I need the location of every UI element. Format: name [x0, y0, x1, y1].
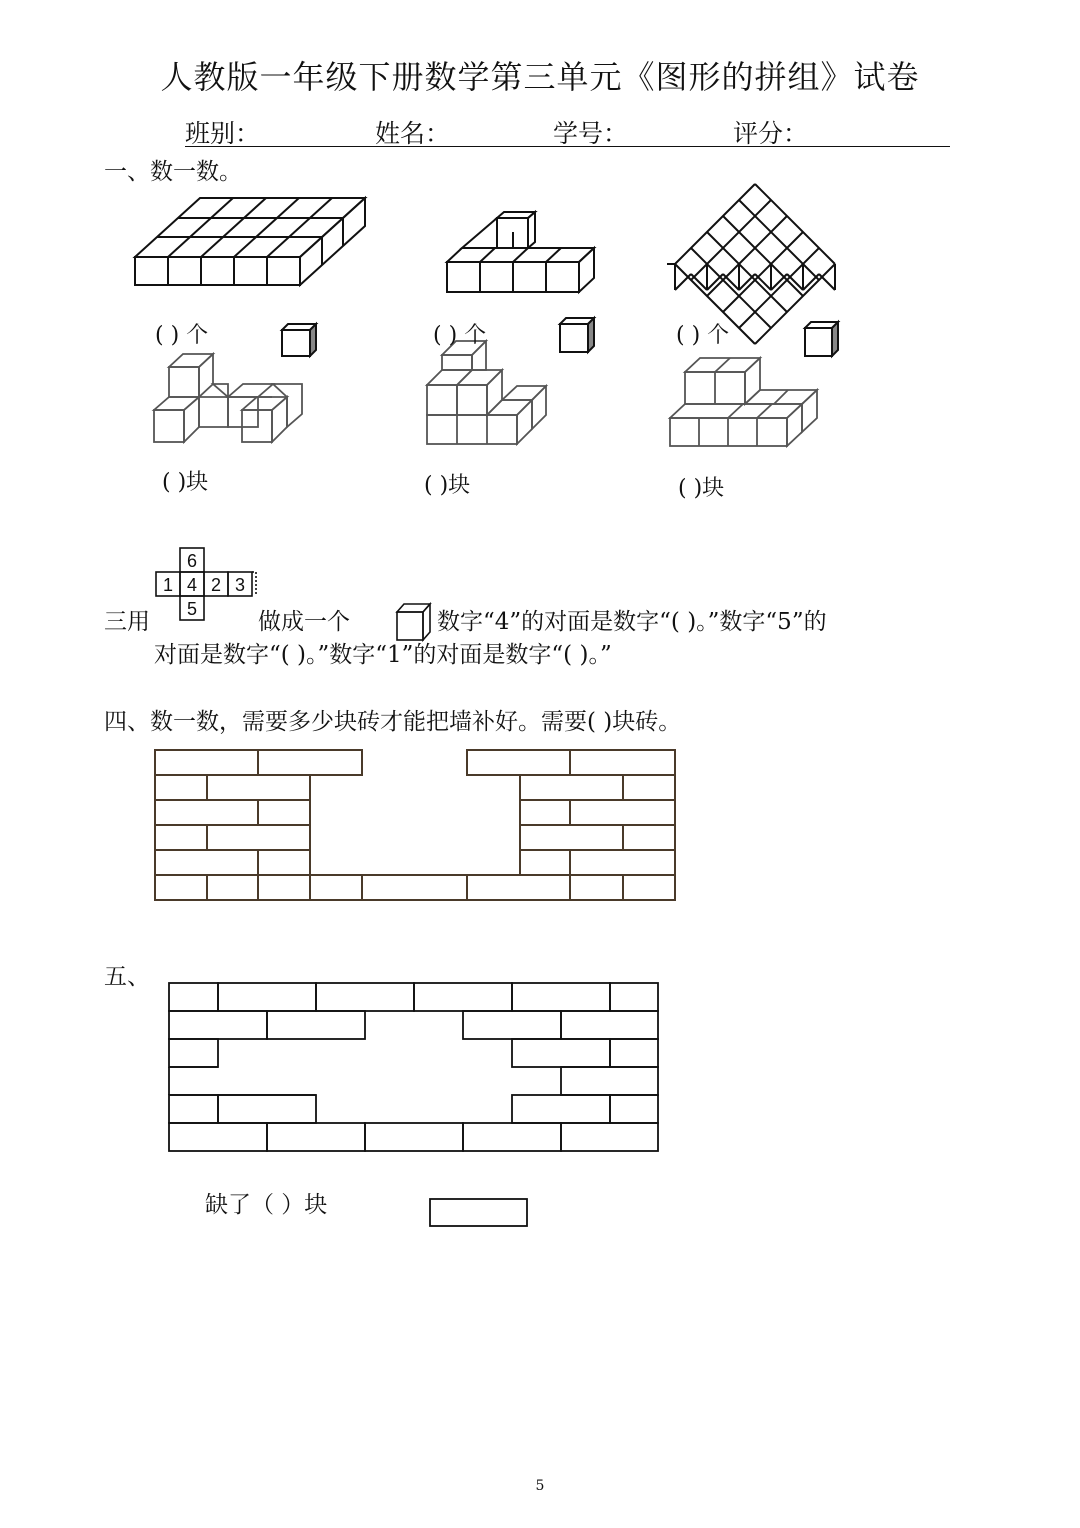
wall4-brick: [520, 800, 570, 825]
count-answer-3: ( ) 个: [676, 323, 730, 348]
section3-line2: 对面是数字“( )。”数字“1”的对面是数字“( )。”: [154, 642, 612, 668]
wall4-brick: [155, 775, 207, 800]
net-face-5: 5: [186, 599, 198, 619]
wall5-brick: [169, 1123, 267, 1151]
wall5-brick: [463, 1123, 561, 1151]
wall5-brick: [512, 1095, 610, 1123]
net-face-4: 4: [186, 575, 198, 595]
net-face-6: 6: [186, 551, 198, 571]
wall4-brick: [258, 850, 310, 875]
section3-make: 做成一个: [258, 609, 350, 635]
wall4-brick: [155, 875, 207, 900]
wall4-brick: [623, 875, 675, 900]
wall4-brick: [570, 800, 675, 825]
count-answer-2: ( ) 个: [433, 323, 487, 348]
wall4-brick: [520, 775, 623, 800]
section5-heading: 五、: [104, 964, 150, 990]
net-face-3: 3: [234, 575, 246, 595]
wall5-brick: [218, 983, 316, 1011]
wall4-brick: [207, 825, 310, 850]
wall5-brick: [169, 1011, 267, 1039]
block-answer-3: ( )块: [678, 476, 725, 501]
wall4-brick: [155, 750, 258, 775]
wall4-brick: [467, 750, 570, 775]
net-face-2: 2: [210, 575, 222, 595]
section3-line1: 数字“4”的对面是数字“( )。”数字“5”的: [437, 609, 827, 635]
block-answer-1: ( )块: [162, 470, 209, 495]
wall5-brick: [169, 1039, 218, 1067]
wall4-brick: [570, 750, 675, 775]
page-title: 人教版一年级下册数学第三单元《图形的拼组》试卷: [160, 58, 920, 96]
wall5-brick: [267, 1011, 365, 1039]
section3-prefix: 三用: [104, 609, 150, 635]
wall4-brick: [155, 800, 258, 825]
page-number: 5: [535, 1478, 545, 1494]
section4-heading: 四、数一数，需要多少块砖才能把墙补好。需要( )块砖。: [104, 709, 682, 735]
wall5-brick: [561, 1123, 658, 1151]
wall5-brick: [512, 1039, 610, 1067]
missing-bricks-answer: 缺了（ ）块: [205, 1192, 328, 1218]
wall4-brick: [570, 850, 675, 875]
name-label: 姓名：: [375, 119, 451, 148]
wall4-brick: [207, 775, 310, 800]
wall5-brick: [169, 1095, 218, 1123]
wall5-brick: [561, 1011, 658, 1039]
student-id-label: 学号：: [553, 119, 629, 148]
wall5-brick: [561, 1067, 658, 1095]
net-face-1: 1: [162, 575, 174, 595]
wall5-brick: [365, 1123, 463, 1151]
wall4-brick: [258, 750, 362, 775]
wall4-brick: [155, 850, 258, 875]
wall5-brick: [316, 983, 414, 1011]
score-label: 评分：: [733, 119, 809, 148]
wall5-brick: [414, 983, 512, 1011]
wall5-brick: [610, 1095, 658, 1123]
wall5-brick: [169, 983, 218, 1011]
wall5-brick: [610, 1039, 658, 1067]
wall4-brick: [520, 850, 570, 875]
wall4-brick: [155, 825, 207, 850]
wall4-brick: [258, 800, 310, 825]
wall4-brick: [623, 775, 675, 800]
brick-sample: [430, 1199, 527, 1226]
wall4-brick: [520, 825, 623, 850]
wall4-brick: [362, 875, 467, 900]
class-label: 班别：: [185, 119, 261, 148]
block-answer-2: ( )块: [424, 473, 471, 498]
wall5-brick: [218, 1095, 316, 1123]
wall4-brick: [623, 825, 675, 850]
wall5-brick: [512, 983, 610, 1011]
section1-heading: 一、数一数。: [104, 159, 242, 185]
wall5-brick: [610, 983, 658, 1011]
count-answer-1: ( ) 个: [155, 323, 209, 348]
wall4-brick: [467, 875, 570, 900]
wall5-brick: [267, 1123, 365, 1151]
wall5-brick: [463, 1011, 561, 1039]
